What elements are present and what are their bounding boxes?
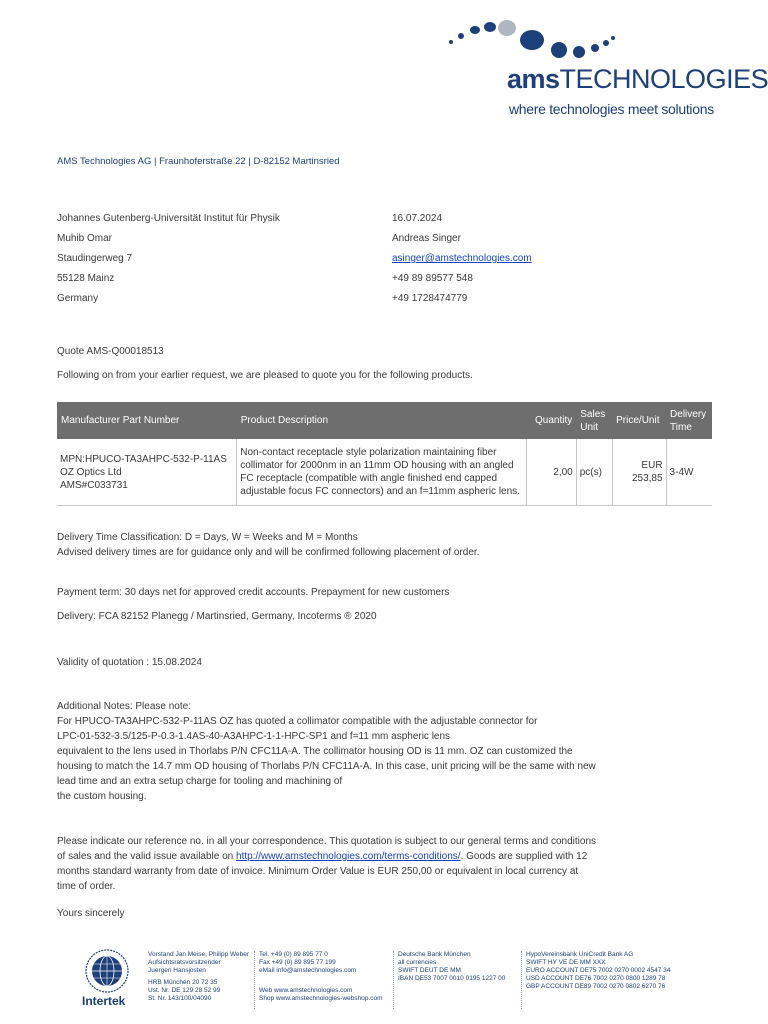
additional-notes-title: Additional Notes: Please note: bbox=[57, 701, 191, 712]
terms-line: Please indicate our reference no. in all your correspondence. This quotation is subject to our general terms and conditions bbox=[57, 836, 597, 847]
terms-line: months standard warranty from date of invoice. Minimum Order Value is EUR 250,00 or equivalent in local currency at bbox=[57, 866, 579, 877]
additional-notes-line: LPC-01-532-3.5/125-P-0.3-1.4AS-40-A3AHPC-1-1-HPC-SP1 and f=11 mm aspheric lens bbox=[57, 731, 451, 742]
header-price-unit: Price/Unit bbox=[612, 402, 666, 439]
recipient-street: Staudingerweg 7 bbox=[57, 253, 133, 264]
mpn: MPN:HPUCO-TA3AHPC-532-P-11AS bbox=[60, 453, 227, 465]
page-footer bbox=[0, 945, 768, 1015]
additional-notes-line: For HPUCO-TA3AHPC-532-P-11AS OZ has quoted a collimator compatible with the adjustable connector for bbox=[57, 716, 538, 727]
additional-notes-line: housing to match the 14.7 mm OD housing of Thorlabs P/N CFC11A-A. In this case, unit pricing will be the same with new bbox=[57, 761, 596, 772]
price-currency: EUR bbox=[641, 460, 663, 471]
delivery-terms: Delivery: FCA 82152 Planegg / Martinsried, Germany, Incoterms ® 2020 bbox=[57, 611, 377, 622]
terms-line: of sales and the valid issue available on http://www.amstechnologies.com/terms-conditions/. Goods are supplied with 12 bbox=[57, 851, 588, 862]
recipient-country: Germany bbox=[57, 293, 99, 304]
contact-mobile: +49 1728474779 bbox=[392, 293, 468, 304]
quote-intro: Following on from your earlier request, we are pleased to quote you for the following products. bbox=[57, 370, 473, 381]
additional-notes-line: equivalent to the lens used in Thorlabs P/N CFC11A-A. The collimator housing OD is 11 mm. OZ can customized the bbox=[57, 746, 573, 757]
quote-table bbox=[57, 402, 712, 506]
recipient-org: Johannes Gutenberg-Universität Institut für Physik bbox=[57, 213, 280, 224]
certification-label: Intertek bbox=[82, 994, 126, 1008]
footer-board: Vorstand Jan Meise, Philipp Weber bbox=[148, 951, 250, 958]
footer-company-info bbox=[148, 951, 249, 1003]
footer-bank-sub: all currencies bbox=[398, 959, 437, 966]
additional-notes-line: the custom housing. bbox=[57, 791, 147, 802]
company-logo: amsTECHNOLOGIES bbox=[507, 64, 768, 94]
delivery-advice: Advised delivery times are for guidance only and will be confirmed following placement of order. bbox=[57, 547, 480, 558]
footer-fax: Fax +49 (0) 89 895 77 199 bbox=[259, 959, 336, 966]
cell-part-number bbox=[57, 439, 237, 506]
recipient-name: Muhib Omar bbox=[57, 233, 113, 244]
contact-block bbox=[392, 212, 532, 312]
footer-bank-name: Deutsche Bank München bbox=[398, 951, 471, 958]
quote-number: Quote AMS-Q00018513 bbox=[57, 346, 164, 357]
manufacturer: OZ Optics Ltd bbox=[60, 466, 122, 478]
footer-bank-account: EURO ACCOUNT DE75 7002 0270 0002 4547 34 bbox=[526, 967, 671, 974]
header-part-number: Manufacturer Part Number bbox=[57, 402, 237, 439]
footer-ust: Ust. Nr. DE 129 28 52 99 bbox=[148, 987, 221, 994]
footer-tel: Tel. +49 (0) 89 895 77 0 bbox=[259, 951, 328, 958]
footer-stnr: St. Nr. 143/100/04090 bbox=[148, 995, 212, 1002]
recipient-address bbox=[57, 212, 287, 312]
terms-paragraph bbox=[57, 835, 596, 893]
delivery-classification: Delivery Time Classification: D = Days, W = Weeks and M = Months bbox=[57, 532, 358, 543]
footer-bank-account: GBP ACCOUNT DE89 7002 0270 0802 6270 76 bbox=[526, 983, 666, 990]
recipient-city: 55128 Mainz bbox=[57, 273, 115, 284]
validity: Validity of quotation : 15.08.2024 bbox=[57, 657, 202, 668]
company-tagline: where technologies meet solutions bbox=[509, 101, 714, 117]
footer-shop: Shop www.amstechnologies-webshop.com bbox=[259, 995, 383, 1002]
footer-bank-swift: SWIFT DEUT DE MM bbox=[398, 967, 461, 974]
header-description: Product Description bbox=[237, 402, 527, 439]
footer-bank-swift: SWIFT HY VE DE MM XXX bbox=[526, 959, 606, 966]
footer-email: eMail info@amstechnologies.com bbox=[259, 967, 357, 974]
footer-web: Web www.amstechnologies.com bbox=[259, 987, 353, 994]
header-quantity: Quantity bbox=[526, 402, 576, 439]
footer-bank-1 bbox=[398, 951, 505, 983]
additional-notes-line: lead time and an extra setup charge for tooling and machining of bbox=[57, 776, 343, 787]
terms-line: time of order. bbox=[57, 881, 116, 892]
globe-icon bbox=[80, 949, 134, 999]
header-sales-unit: Sales Unit bbox=[576, 402, 612, 439]
footer-bank-iban: IBAN DE53 7007 0010 0195 1227 00 bbox=[398, 975, 506, 982]
header-delivery-time: Delivery Time bbox=[666, 402, 712, 439]
cell-description: Non-contact receptacle style polarization maintaining fiber collimator for 2000nm in an 11mm OD housing with an angled FC receptacle (compatible with angle finished end capped adjustable focus FC connectors) and an f=11mm aspheric lens. bbox=[237, 439, 527, 506]
quote-date: 16.07.2024 bbox=[392, 213, 443, 224]
company-logo-dots bbox=[445, 18, 625, 68]
table-header-row bbox=[57, 402, 712, 439]
cell-delivery-time: 3-4W bbox=[666, 439, 712, 506]
footer-board: Aufsichtsratsvorsitzender bbox=[148, 959, 221, 966]
payment-term: Payment term: 30 days net for approved credit accounts. Prepayment for new customers bbox=[57, 587, 450, 598]
cell-sales-unit: pc(s) bbox=[576, 439, 612, 506]
cell-price bbox=[612, 439, 666, 506]
terms-conditions-link[interactable]: http://www.amstechnologies.com/terms-conditions/ bbox=[236, 851, 461, 862]
footer-bank-2 bbox=[526, 951, 670, 991]
cell-quantity: 2,00 bbox=[526, 439, 576, 506]
footer-board: Juergen Hansjosten bbox=[148, 967, 206, 974]
contact-name: Andreas Singer bbox=[392, 233, 461, 244]
ams-number: AMS#C033731 bbox=[60, 479, 128, 491]
sender-address-line: AMS Technologies AG | Fraunhoferstraße 22 | D-82152 Martinsried bbox=[57, 156, 340, 167]
contact-email-link[interactable]: asinger@amstechnologies.com bbox=[392, 253, 532, 264]
additional-notes bbox=[57, 700, 596, 803]
footer-bank-name: HypoVereinsbank UniCredit Bank AG bbox=[526, 951, 634, 958]
footer-bank-account: USD ACCOUNT DE76 7002 0270 0800 1289 78 bbox=[526, 975, 666, 982]
footer-contact-info bbox=[259, 951, 383, 1003]
price-value: 253,85 bbox=[631, 473, 663, 484]
footer-hrb: HRB München 20 72 35 bbox=[148, 979, 218, 986]
closing: Yours sincerely bbox=[57, 908, 125, 919]
table-row bbox=[57, 439, 712, 506]
contact-phone: +49 89 89577 548 bbox=[392, 273, 473, 284]
